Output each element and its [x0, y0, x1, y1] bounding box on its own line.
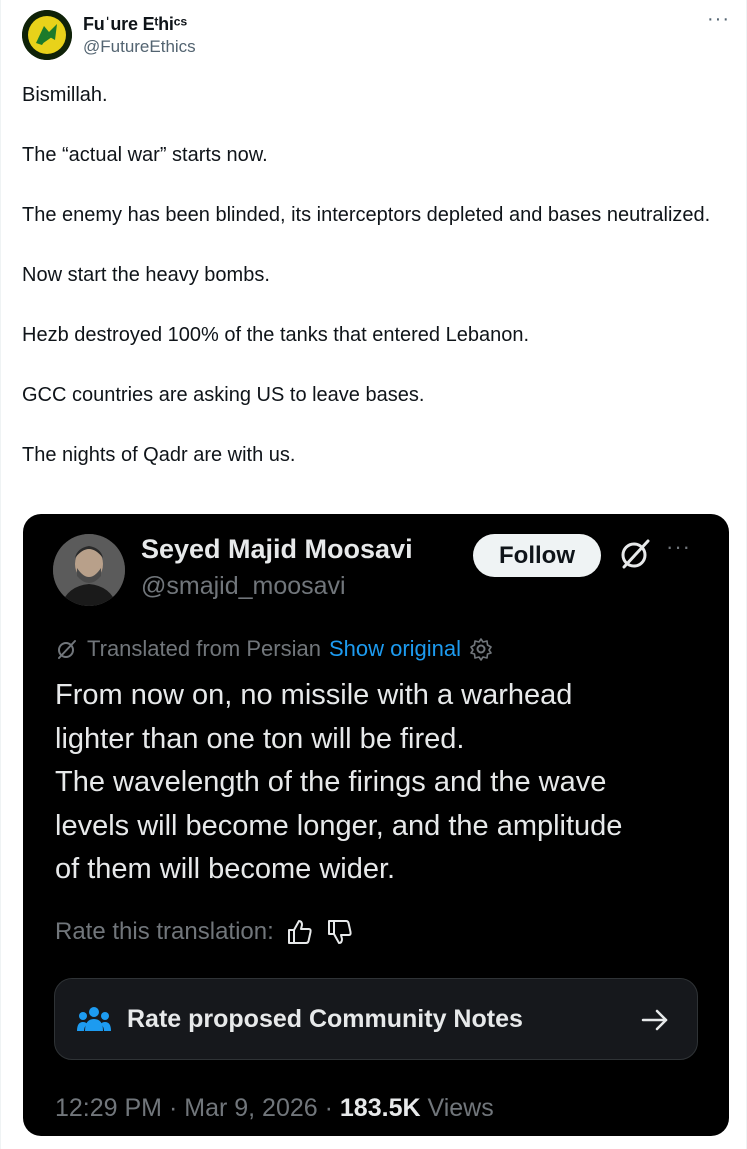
- tweet-date: Mar 9, 2026: [184, 1094, 318, 1122]
- embedded-text-line: of them will become wider.: [55, 853, 396, 885]
- embedded-author-name: Seyed Majid Moosavi: [141, 534, 413, 564]
- embedded-avatar: [53, 534, 125, 606]
- avatar-image: [22, 10, 72, 60]
- grok-icon: [617, 536, 653, 572]
- community-notes-icon: [77, 1005, 111, 1035]
- tweet-paragraph: GCC countries are asking US to leave bases.: [22, 384, 425, 406]
- thumbs-down-icon: [326, 918, 354, 946]
- embedded-text-line: lighter than one ton will be fired.: [55, 722, 465, 755]
- rate-translation-row: [55, 918, 354, 946]
- meta-separator: ·: [324, 1094, 333, 1122]
- follow-button: Follow: [473, 534, 601, 577]
- tweet-paragraph: The nights of Qadr are with us.: [22, 444, 296, 466]
- arrow-right-icon: [640, 1007, 670, 1033]
- tweet-text: [22, 80, 712, 500]
- tweet-paragraph: The “actual war” starts now.: [22, 144, 268, 166]
- embedded-author-handle: @smajid_moosavi: [141, 572, 346, 600]
- embedded-text-line: The wavelength of the firings and the wave: [55, 766, 607, 798]
- embedded-text-line: From now on, no missile with a warhead: [55, 679, 573, 711]
- grok-icon: [55, 637, 79, 661]
- tweet-time: 12:29 PM: [55, 1094, 163, 1122]
- views-count: 183.5K: [339, 1094, 421, 1122]
- rate-translation-label: Rate this translation:: [55, 918, 274, 945]
- author-avatar[interactable]: [22, 10, 72, 60]
- show-original-link: Show original: [328, 636, 462, 661]
- embedded-screenshot[interactable]: [23, 514, 729, 1136]
- embedded-text-line: levels will become longer, and the amplitude: [55, 809, 623, 842]
- meta-separator: ·: [168, 1094, 178, 1122]
- tweet-paragraph: Hezb destroyed 100% of the tanks that entered Lebanon.: [22, 324, 530, 346]
- tweet-paragraph: Now start the heavy bombs.: [22, 264, 270, 286]
- embedded-avatar-image: [53, 534, 125, 606]
- thumbs-up-icon: [286, 918, 314, 946]
- author-name[interactable]: Fuˈure Eᵗhiᶜˢ: [83, 14, 187, 34]
- views-label: Views: [427, 1094, 494, 1122]
- community-notes-button: [54, 978, 698, 1060]
- tweet-paragraph: Bismillah.: [22, 84, 108, 106]
- community-notes-label: Rate proposed Community Notes: [127, 1005, 523, 1033]
- tweet-meta: [55, 1094, 494, 1123]
- more-horizontal-icon: ···: [666, 534, 691, 559]
- translation-header: [55, 636, 493, 662]
- translated-label: Translated from Persian: [87, 636, 321, 661]
- tweet-paragraph: The enemy has been blinded, its interceptors depleted and bases neutralized.: [22, 204, 711, 226]
- more-horizontal-icon[interactable]: ···: [707, 8, 730, 30]
- author-handle[interactable]: @FutureEthics: [83, 37, 196, 56]
- embedded-tweet-text: [55, 674, 705, 892]
- settings-gear-icon: [469, 637, 493, 661]
